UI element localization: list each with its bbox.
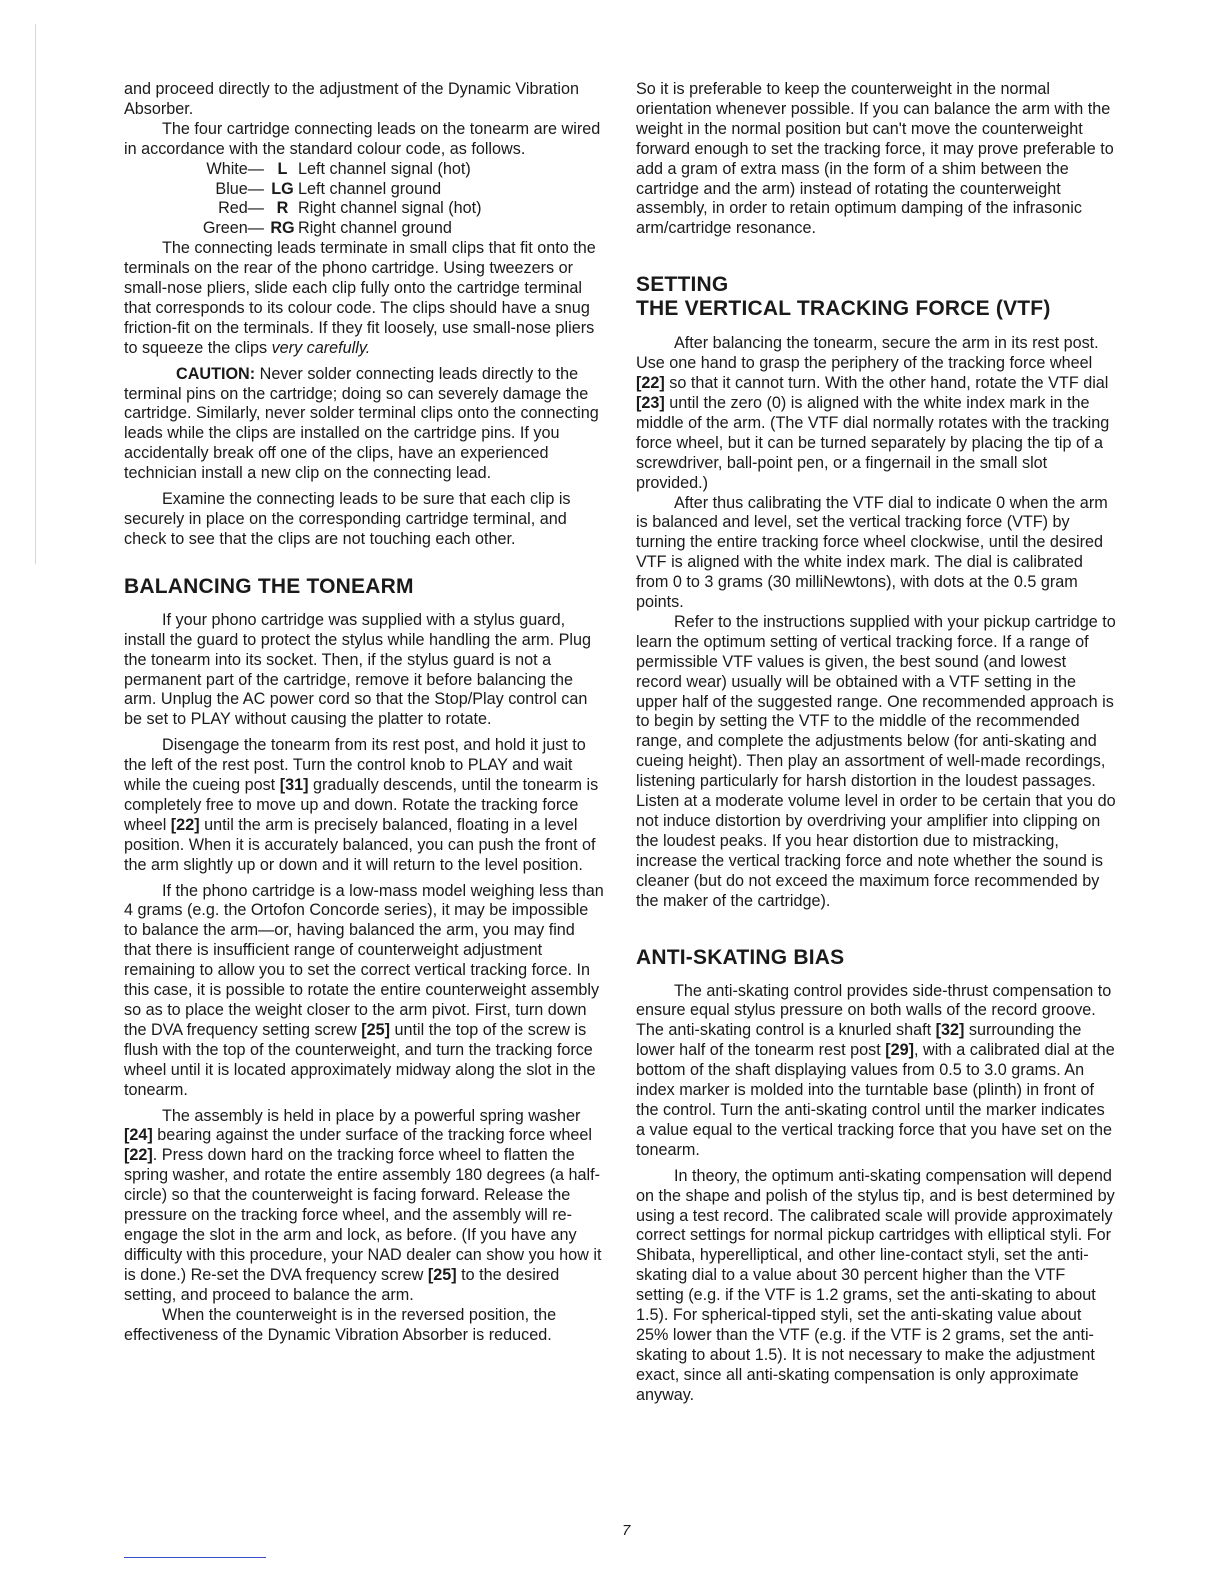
lead-code: RG xyxy=(270,219,295,238)
footnote-rule xyxy=(124,1557,266,1558)
lead-description: Left channel signal (hot) xyxy=(298,159,471,178)
lead-code: R xyxy=(276,199,289,218)
lead-description: Right channel ground xyxy=(298,219,452,238)
paragraph: Refer to the instructions supplied with your pickup cartridge to learn the optimum setting of vertical tracking force. If a range of permissible VTF values is given, the best sound (and lowest record wear) usually will be obtained with a VTF setting in the upper half of the suggested range. One recommended approach is to begin by setting the VTF to the middle of the recommended range, and complete the adjustments below (for anti-skating and cueing height). Then play an assortment of well-made recordings, listening particularly for harsh distortion in the loudest passages. Listen at a moderate volume level in order to be certain that you do not induce distortion by overdriving your amplifier into clipping on the loudest peaks. If you hear distortion due to mistracking, increase the vertical tracking force and note whether the sound is cleaner (but do not exceed the maximum force recommended by the maker of the cartridge). xyxy=(636,612,1116,910)
paragraph: In theory, the optimum anti-skating compensation will depend on the shape and polish of the stylus tip, and is best determined by using a test record. The calibrated scale will provide approximately correct settings for normal pickup cartridges with elliptical styli. For Shibata, hyperelliptical, and other line-contact styli, set the anti-skating dial to a value about 30 percent higher than the VTF setting (e.g. if the VTF is 1.2 grams, set the anti-skating to about 1.5). For spherical-tipped styli, set the anti-skating value about 25% lower than the VTF (e.g. if the VTF is 2 grams, set the anti-skating to about 1.5). It is not necessary to make the adjustment exact, since all anti-skating compensation is only approximate anyway. xyxy=(636,1166,1115,1404)
page-number: 7 xyxy=(622,1522,631,1539)
scan-margin-line xyxy=(35,24,36,564)
paragraph: The anti-skating control provides side-thrust compensation to ensure equal stylus pressure on both walls of the record groove. The anti-skating control is a knurled shaft [32] surrounding the lower half of the tonearm rest post [29], with a calibrated dial at the bottom of the shaft displaying values from 0.5 to 3.0 grams. An index marker is molded into the turntable base (plinth) in front of the control. Turn the anti-skating control until the marker indicates a value equal to the vertical tracking force that you have set on the tonearm. xyxy=(636,981,1115,1159)
lead-color: Green— xyxy=(202,219,264,238)
lead-description: Left channel ground xyxy=(298,179,442,198)
lead-code: L xyxy=(277,159,288,178)
right-column xyxy=(636,80,1116,1406)
lead-row xyxy=(124,199,606,219)
section-heading-anti-skating: ANTI-SKATING BIAS xyxy=(636,945,845,969)
lead-row xyxy=(124,160,606,180)
section-heading-balancing: BALANCING THE TONEARM xyxy=(124,574,414,598)
paragraph: After thus calibrating the VTF dial to indicate 0 when the arm is balanced and level, set the vertical tracking force (VTF) by turning the entire tracking force wheel clockwise, until the desired VTF is aligned with the white index mark. The dial is calibrated from 0 to 3 grams (30 milliNewtons), with dots at the 0.5 gram points. xyxy=(636,493,1108,612)
paragraph: So it is preferable to keep the counterweight in the normal orientation whenever possible. If you can balance the arm with the weight in the normal position but can't move the counterweight forward enough to set the tracking force, it may prove preferable to add a gram of extra mass (in the form of a shim between the cartridge and the arm) instead of rotating the counterweight assembly, in order to retain optimum damping of the infrasonic arm/cartridge resonance. xyxy=(636,80,1114,238)
paragraph: The assembly is held in place by a powerful spring washer [24] bearing against the under surface of the tracking force wheel [22]. Press down hard on the tracking force wheel to flatten the spring washer, and rotate the entire assembly 180 degrees (a half-circle) so that the counterweight is facing forward. Release the pressure on the tracking force wheel, and the assembly will re-engage the slot in the arm and lock, as before. (If you have any difficulty with this procedure, your NAD dealer can show you how it is done.) Re-set the DVA frequency screw [25] to the desired setting, and proceed to balance the arm. xyxy=(124,1106,602,1304)
paragraph: If the phono cartridge is a low-mass model weighing less than 4 grams (e.g. the Ortofon Concorde series), it may be impossible to balance the arm—or, having balanced the arm, you may find that there is insufficient range of counterweight adjustment remaining to allow you to set the correct vertical tracking force. In this case, it is possible to rotate the entire counterweight assembly so as to place the weight closer to the arm pivot. First, turn down the DVA frequency setting screw [25] until the top of the screw is flush with the top of the counterweight, and turn the tracking force wheel until it is located approximately midway along the slot in the tonearm. xyxy=(124,881,604,1099)
paragraph: and proceed directly to the adjustment of the Dynamic Vibration Absorber. xyxy=(124,80,580,118)
paragraph: Disengage the tonearm from its rest post, and hold it just to the left of the rest post. Turn the control knob to PLAY and wait while the cueing post [31] gradually descends, until the tonearm is completely free to move up and down. Rotate the tracking force wheel [22] until the arm is precisely balanced, floating in a level position. When it is accurately balanced, you can push the front of the arm slightly up or down and it will return to the level position. xyxy=(124,736,599,874)
left-column xyxy=(124,80,606,1345)
lead-row xyxy=(124,219,606,239)
paragraph: When the counterweight is in the reversed position, the effectiveness of the Dynamic Vibration Absorber is reduced. xyxy=(124,1305,557,1344)
lead-code: LG xyxy=(271,179,294,198)
lead-color: Red— xyxy=(218,199,264,218)
lead-color: White— xyxy=(206,159,264,178)
paragraph: The connecting leads terminate in small clips that fit onto the terminals on the rear of the phono cartridge. Using tweezers or small-nose pliers, slide each clip fully onto the cartridge terminal that corresponds to its colour code. The clips should have a snug friction-fit on the terminals. If they fit loosely, use small-nose pliers to squeeze the clips very carefully. xyxy=(124,239,596,357)
lead-color: Blue— xyxy=(215,179,264,198)
paragraph: If your phono cartridge was supplied with a stylus guard, install the guard to protect the stylus while handling the arm. Plug the tonearm into its socket. Then, if the stylus guard is not a permanent part of the cartridge, remove it before balancing the arm. Unplug the AC power cord so that the Stop/Play control can be set to PLAY without causing the platter to rotate. xyxy=(124,610,592,729)
section-heading-vtf: SETTING THE VERTICAL TRACKING FORCE (VTF) xyxy=(636,273,1051,321)
paragraph: Examine the connecting leads to be sure that each clip is securely in place on the corresponding cartridge terminal, and check to see that the clips are not touching each other. xyxy=(124,490,571,548)
lead-color-code-list xyxy=(124,160,606,240)
paragraph: The four cartridge connecting leads on the tonearm are wired in accordance with the standard colour code, as follows. xyxy=(124,119,601,158)
caution-paragraph: CAUTION: Never solder connecting leads directly to the terminal pins on the cartridge; doing so can severely damage the cartridge. Similarly, never solder terminal clips onto the connecting leads while the clips are installed on the cartridge pins. If you accidentally break off one of the clips, have an experienced technician install a new clip on the connecting lead. xyxy=(124,364,599,483)
caution-label: CAUTION: xyxy=(176,364,256,383)
paragraph: After balancing the tonearm, secure the arm in its rest post. Use one hand to grasp the periphery of the tracking force wheel [22] so that it cannot turn. With the other hand, rotate the VTF dial [23] until the zero (0) is aligned with the white index mark in the middle of the arm. (The VTF dial normally rotates with the tracking force wheel, but it can be turned separately by placing the tip of a screwdriver, ball-point pen, or a fingernail in the small slot provided.) xyxy=(636,334,1110,492)
lead-row xyxy=(124,180,606,200)
lead-description: Right channel signal (hot) xyxy=(298,199,482,218)
